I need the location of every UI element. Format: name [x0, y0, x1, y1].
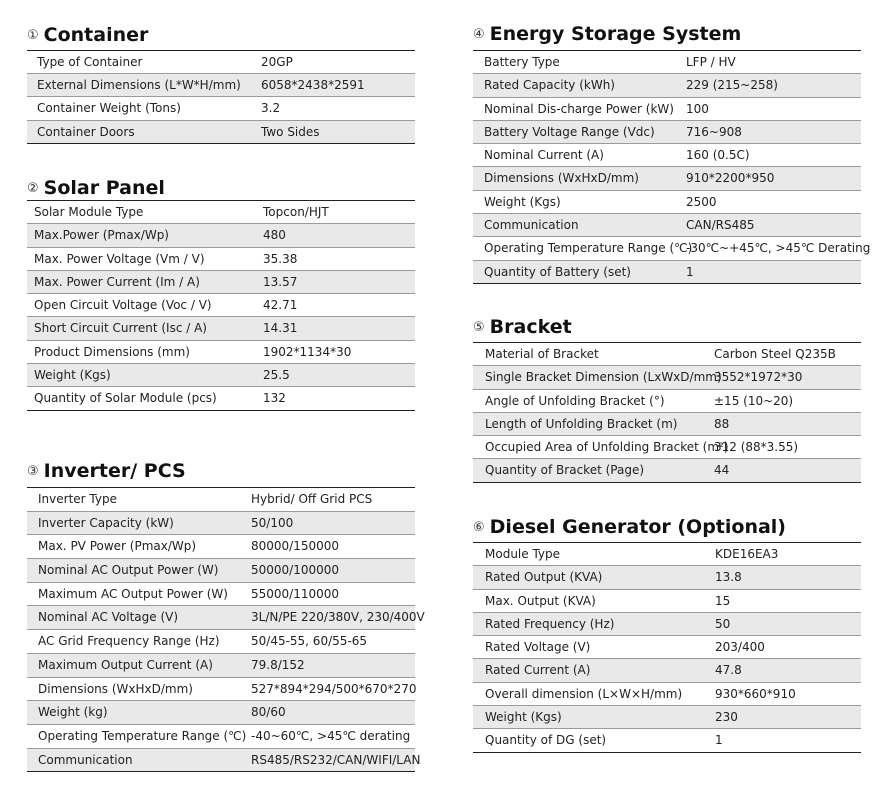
spec-value: 50000/100000	[251, 563, 340, 578]
table-row	[27, 488, 415, 512]
table-row	[27, 678, 415, 702]
table-row	[473, 51, 861, 74]
spec-value: 80000/150000	[251, 539, 340, 554]
table-row	[27, 341, 415, 364]
spec-value: Carbon Steel Q235B	[714, 347, 836, 361]
table-row	[473, 343, 861, 366]
spec-label: Dimensions (WxHxD/mm)	[38, 681, 193, 696]
table-row	[27, 559, 415, 583]
table-row	[473, 636, 861, 659]
spec-value: ±15 (10~20)	[714, 393, 794, 408]
spec-value: 3552*1972*30	[714, 370, 803, 385]
spec-value: 1	[715, 733, 723, 748]
spec-value: 2500	[686, 194, 717, 209]
table-row	[473, 261, 861, 284]
spec-value: Two Sides	[261, 124, 320, 139]
spec-value: 44	[714, 463, 730, 478]
table-row	[27, 701, 415, 725]
spec-label: Quantity of Battery (set)	[484, 264, 631, 279]
spec-value: 13.8	[715, 570, 742, 585]
spec-label: Length of Unfolding Bracket (m)	[485, 416, 678, 431]
section-number: ②	[27, 181, 39, 196]
spec-value: Topcon/HJT	[263, 205, 329, 219]
spec-value: 930*660*910	[715, 686, 796, 701]
table-row	[473, 566, 861, 589]
table-row	[27, 606, 425, 630]
spec-value: 3.2	[261, 101, 281, 116]
spec-label: Occupied Area of Unfolding Bracket (m²)	[485, 440, 729, 455]
table-row	[473, 191, 861, 214]
spec-label: Operating Temperature Range (℃)	[38, 728, 247, 743]
spec-value: 20GP	[261, 55, 293, 69]
spec-label: Nominal Dis-charge Power (kW)	[484, 101, 674, 116]
spec-value: 3L/N/PE 220/380V, 230/400V	[251, 610, 425, 625]
spec-label: Open Circuit Voltage (Voc / V)	[34, 298, 212, 313]
spec-table	[473, 342, 861, 483]
spec-label: Maximum AC Output Power (W)	[38, 586, 228, 601]
table-row	[27, 387, 415, 410]
table-row	[473, 413, 861, 436]
spec-label: Container Weight (Tons)	[37, 101, 181, 116]
table-row	[473, 659, 861, 682]
table-row	[473, 366, 861, 389]
spec-value: 14.31	[263, 321, 298, 336]
spec-label: AC Grid Frequency Range (Hz)	[38, 634, 220, 649]
section-title-text: Diesel Generator (Optional)	[489, 516, 786, 538]
table-row	[27, 364, 415, 387]
spec-label: Operating Temperature Range (℃)	[484, 241, 693, 256]
table-row	[27, 51, 415, 74]
spec-value: CAN/RS485	[686, 218, 755, 233]
spec-label: Material of Bracket	[485, 347, 599, 361]
spec-label: Short Circuit Current (Isc / A)	[34, 321, 207, 336]
spec-value: 15	[715, 593, 731, 608]
section-title-text: Solar Panel	[43, 177, 165, 199]
spec-value: 132	[263, 391, 286, 406]
table-row	[473, 683, 861, 706]
spec-label: Angle of Unfolding Bracket (°)	[485, 393, 665, 408]
section-title	[27, 460, 186, 482]
spec-table	[27, 50, 415, 144]
table-row	[27, 248, 415, 271]
section-title-text: Container	[43, 24, 149, 46]
table-row	[27, 535, 415, 559]
section-title	[473, 316, 572, 338]
spec-label: Type of Container	[37, 55, 143, 69]
table-row	[27, 749, 421, 773]
spec-value: 25.5	[263, 368, 290, 383]
spec-label: Quantity of Bracket (Page)	[485, 463, 645, 478]
section-number: ①	[27, 28, 39, 43]
section-number: ⑥	[473, 520, 485, 535]
spec-label: Max. PV Power (Pmax/Wp)	[38, 539, 197, 554]
spec-value: LFP / HV	[686, 55, 736, 69]
spec-label: Battery Type	[484, 55, 560, 69]
spec-label: Overall dimension (L×W×H/mm)	[485, 686, 683, 701]
spec-value: 50/45-55, 60/55-65	[251, 634, 367, 649]
spec-value: 229 (215~258)	[686, 78, 778, 93]
spec-value: 50/100	[251, 515, 294, 530]
spec-value: 1	[686, 264, 694, 279]
spec-value: 160 (0.5C)	[686, 148, 750, 163]
spec-label: Battery Voltage Range (Vdc)	[484, 124, 655, 139]
table-row	[27, 97, 415, 120]
section-title	[27, 177, 165, 199]
spec-label: Container Doors	[37, 124, 135, 139]
spec-value: KDE16EA3	[715, 547, 779, 561]
spec-value: 203/400	[715, 640, 765, 655]
spec-value: 527*894*294/500*670*270	[251, 681, 417, 696]
spec-value: 13.57	[263, 274, 298, 289]
spec-label: Single Bracket Dimension (LxWxD/mm)	[485, 370, 722, 385]
spec-value: -30℃~+45℃, >45℃ Derating	[686, 241, 871, 256]
table-row	[27, 512, 415, 536]
spec-value: 80/60	[251, 705, 286, 720]
spec-label: Communication	[38, 752, 133, 767]
spec-label: Inverter Type	[38, 492, 117, 506]
spec-table	[473, 50, 871, 284]
spec-label: Rated Output (KVA)	[485, 570, 603, 585]
spec-value: 55000/110000	[251, 586, 340, 601]
table-row	[473, 74, 861, 97]
spec-table	[473, 542, 861, 753]
table-row	[473, 121, 861, 144]
table-row	[27, 654, 415, 678]
table-row	[473, 390, 861, 413]
section-number: ④	[473, 27, 485, 42]
table-row	[27, 74, 415, 97]
table-row	[27, 201, 415, 224]
section-title-text: Inverter/ PCS	[43, 460, 186, 482]
spec-value: 35.38	[263, 251, 298, 266]
spec-label: Inverter Capacity (kW)	[38, 515, 174, 530]
spec-label: Maximum Output Current (A)	[38, 657, 213, 672]
table-row	[473, 98, 861, 121]
table-row	[473, 729, 861, 752]
spec-label: Quantity of DG (set)	[485, 733, 607, 748]
spec-label: External Dimensions (L*W*H/mm)	[37, 78, 241, 93]
section-number: ③	[27, 464, 39, 479]
spec-label: Rated Frequency (Hz)	[485, 616, 615, 631]
section-title	[473, 516, 786, 538]
spec-label: Solar Module Type	[34, 205, 144, 219]
table-row	[473, 237, 871, 260]
spec-label: Rated Voltage (V)	[485, 640, 591, 655]
spec-value: 42.71	[263, 298, 298, 313]
table-row	[473, 543, 861, 566]
spec-label: Dimensions (WxHxD/mm)	[484, 171, 639, 186]
spec-value: 716~908	[686, 124, 742, 139]
spec-label: Weight (Kgs)	[484, 194, 561, 209]
table-row	[27, 725, 415, 749]
spec-value: 50	[715, 616, 731, 631]
spec-value: 47.8	[715, 663, 742, 678]
spec-value: 910*2200*950	[686, 171, 775, 186]
spec-label: Nominal AC Voltage (V)	[38, 610, 179, 625]
spec-label: Max. Power Voltage (Vm / V)	[34, 251, 205, 266]
section-title	[473, 23, 741, 45]
spec-label: Weight (Kgs)	[34, 368, 111, 383]
spec-label: Quantity of Solar Module (pcs)	[34, 391, 217, 406]
spec-label: Weight (Kgs)	[485, 710, 562, 725]
spec-value: 312 (88*3.55)	[714, 440, 799, 455]
table-row	[27, 224, 415, 247]
spec-label: Module Type	[485, 547, 561, 561]
spec-value: RS485/RS232/CAN/WIFI/LAN	[251, 752, 421, 767]
spec-value: 1902*1134*30	[263, 344, 352, 359]
spec-table	[27, 200, 415, 411]
spec-value: 480	[263, 228, 286, 243]
table-row	[473, 590, 861, 613]
spec-value: 6058*2438*2591	[261, 78, 365, 93]
spec-label: Weight (kg)	[38, 705, 108, 720]
table-row	[473, 167, 861, 190]
spec-label: Communication	[484, 218, 579, 233]
table-row	[27, 630, 415, 654]
table-row	[27, 294, 415, 317]
table-row	[473, 613, 861, 636]
section-title-text: Energy Storage System	[489, 23, 742, 45]
spec-label: Rated Current (A)	[485, 663, 591, 678]
table-row	[473, 436, 861, 459]
spec-value: 100	[686, 101, 709, 116]
spec-label: Max.Power (Pmax/Wp)	[34, 228, 169, 243]
table-row	[27, 583, 415, 607]
table-row	[27, 271, 415, 294]
spec-table	[27, 487, 425, 772]
spec-value: Hybrid/ Off Grid PCS	[251, 492, 373, 506]
spec-label: Max. Output (KVA)	[485, 593, 596, 608]
spec-label: Rated Capacity (kWh)	[484, 78, 615, 93]
table-row	[473, 214, 861, 237]
section-title-text: Bracket	[489, 316, 572, 338]
table-row	[27, 317, 415, 340]
spec-label: Max. Power Current (Im / A)	[34, 274, 200, 289]
table-row	[473, 144, 861, 167]
spec-value: -40~60℃, >45℃ derating	[251, 728, 411, 743]
spec-label: Product Dimensions (mm)	[34, 344, 190, 359]
spec-value: 79.8/152	[251, 657, 305, 672]
spec-label: Nominal Current (A)	[484, 148, 604, 163]
section-title	[27, 24, 148, 46]
table-row	[27, 121, 415, 144]
spec-value: 230	[715, 710, 738, 725]
table-row	[473, 706, 861, 729]
section-number: ⑤	[473, 320, 485, 335]
spec-value: 88	[714, 416, 730, 431]
table-row	[473, 459, 861, 482]
spec-label: Nominal AC Output Power (W)	[38, 563, 219, 578]
